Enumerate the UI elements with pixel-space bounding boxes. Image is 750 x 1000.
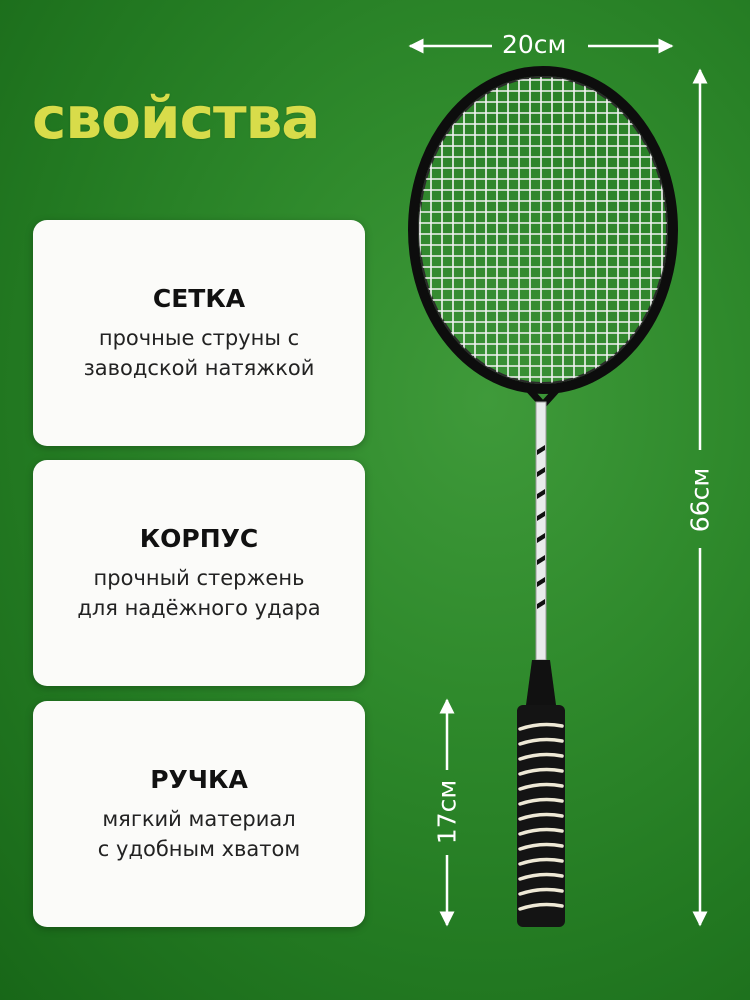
handle-dimension-label: 17см [432, 779, 462, 845]
length-dimension-label: 66см [685, 467, 715, 533]
feature-text-handle-line2: с удобным хватом [97, 836, 301, 861]
racket-head [410, 70, 680, 390]
racket-handle [517, 660, 565, 927]
feature-heading-body: КОРПУС [139, 523, 259, 553]
feature-heading-handle: РУЧКА [150, 764, 248, 794]
feature-text-strings-line1: прочные струны с [98, 325, 300, 350]
feature-text-body-line1: прочный стержень [93, 565, 305, 590]
feature-text-handle-line1: мягкий материал [102, 806, 296, 831]
feature-text-body-line2: для надёжного удара [77, 595, 321, 620]
width-dimension-label: 20см [502, 30, 567, 59]
racket-shaft [536, 402, 546, 660]
feature-text-strings-line2: заводской натяжкой [83, 355, 315, 380]
page-title: свойства [32, 84, 320, 152]
feature-heading-strings: СЕТКА [152, 283, 246, 313]
